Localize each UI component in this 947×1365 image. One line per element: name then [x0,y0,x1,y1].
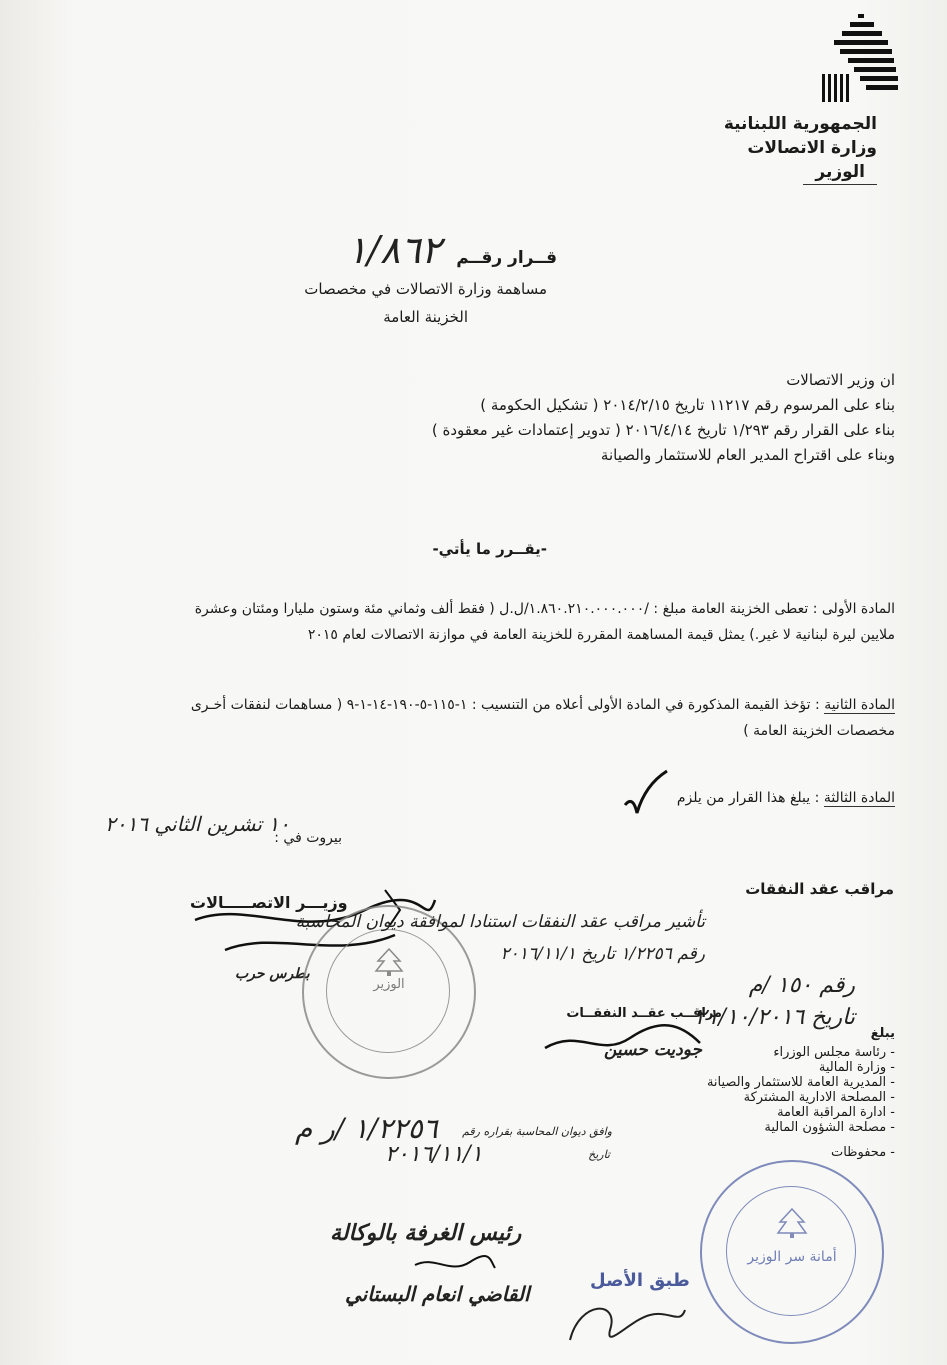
article-2-line2: مخصصات الخزينة العامة ) [743,723,895,739]
minister-title: وزيـــر الاتصـــــالات [190,893,348,912]
controller-name: جوديت حسين [604,1040,702,1060]
ministry-logo-icon [820,14,900,114]
distribution-list [707,1045,895,1160]
audit-number: ١/٢٢٥٦ /ر م [295,1112,438,1145]
article-2-line1: : تؤخذ القيمة المذكورة في المادة الأولى أعلاه من التنسيب : ١-١١٥-٥-١٩٠-١٤-١-٩ ( مساهمات لنفقات أخـرى [190,697,820,713]
preamble-minister: ان وزير الاتصالات [786,371,895,389]
controller-stamp [745,880,894,898]
letterhead-office: الوزير [803,160,877,185]
article-2 [191,692,895,744]
letterhead-republic: الجمهورية اللبنانية [723,114,877,134]
decision-subject-line1: مساهمة وزارة الاتصالات في مخصصات [304,280,547,298]
decision-label: قــرار رقــم [456,248,557,268]
preamble-basis-2: بناء على القرار رقم ١/٢٩٣ تاريخ ٢٠١٦/٤/١٤ ( تدوير إعتمادات غير معقودة ) [431,421,895,439]
preamble-basis-1: بناء على المرسوم رقم ١١٢١٧ تاريخ ٢٠١٤/٢/١٥ ( تشكيل الحكومة ) [480,396,895,414]
article-1-line2: ملايين ليرة لبنانية لا غير.) يمثل قيمة المساهمة المقررة للخزينة العامة في موازنة الاتصالات لعام ٢٠١٥ [307,627,895,643]
article-3-label: المادة الثالثة [823,790,895,806]
letterhead [724,112,877,185]
chamber-signature-icon [410,1250,500,1280]
preamble [432,368,895,468]
article-1 [195,596,895,648]
article-3-checkmark-icon [615,765,675,825]
article-3-text: : يبلغ هذا القرار من يلزم [676,790,820,806]
distribution-label: يبلغ [870,1026,895,1041]
true-copy-stamp: طبق الأصل [590,1270,690,1291]
audit-label: وافق ديوان المحاسبة بقراره رقم [462,1125,612,1138]
audit-date-label: تاريخ [588,1148,610,1161]
distribution-item: - ادارة المراقبة العامة [707,1105,895,1120]
cedar-icon [774,1207,810,1239]
distribution-item: - المصلحة الادارية المشتركة [707,1090,895,1105]
distribution-item: - وزارة المالية [707,1060,895,1075]
controller-note-3: رقم ١٥٠ /م [748,973,855,998]
secretariat-seal-center: أمانة سر الوزير [747,1249,837,1265]
decision-heading [347,228,557,272]
letterhead-ministry: وزارة الاتصالات [747,138,877,158]
article-2-label: المادة الثانية [824,697,895,713]
decides-heading: -يقــرر ما يأتي- [432,540,547,558]
article-1-label: المادة الأولى [821,601,895,617]
secretariat-seal [700,1160,884,1344]
article-1-line1: : تعطى الخزينة العامة مبلغ : /١.٨٦٠.٢١٠.٠٠٠.٠٠٠/ل.ل ( فقط ألف وثماني مئة وستون مليارا ومئتان وعشرة [194,601,818,617]
controller-note-4: تاريخ ٢١/١٠/٢٠١٦ [694,1005,855,1030]
distribution-item: - مصلحة الشؤون المالية [707,1120,895,1135]
chamber-title: رئيس الغرفة بالوكالة [330,1220,522,1246]
controller-stamp-text: مراقب عقد النفقات [745,880,894,898]
distribution-item: - المديرية العامة للاستثمار والصيانة [707,1075,895,1090]
true-copy-signature-icon [560,1290,690,1360]
controller-title: مراقــب عقــد النفقــات [566,1006,722,1021]
audit-date: ٢٠١٦/١١/١ [385,1142,483,1167]
decision-subject [304,275,547,331]
article-3 [677,790,895,806]
controller-note-1: تأشير مراقب عقد النفقات استنادا لموافقة ديوان المحاسبة [295,912,705,932]
decision-number: ١/٨٦٢ [346,228,442,272]
ministry-seal-center: الوزير [373,977,405,992]
chamber-name: القاضي انعام البستاني [345,1282,530,1306]
distribution-item: - محفوظات [707,1145,895,1160]
controller-note-2: رقم ١/٢٢٥٦ تاريخ ٢٠١٦/١١/١ [500,944,705,964]
distribution-item: - رئاسة مجلس الوزراء [707,1045,895,1060]
place-label: بيروت في : [274,830,342,846]
minister-name: بطرس حرب [235,966,310,982]
preamble-basis-3: وبناء على اقتراح المدير العام للاستثمار والصيانة [600,446,895,464]
decision-subject-line2: الخزينة العامة [383,308,469,326]
place-date: ١٠ تشرين الثاني ٢٠١٦ [105,812,290,836]
